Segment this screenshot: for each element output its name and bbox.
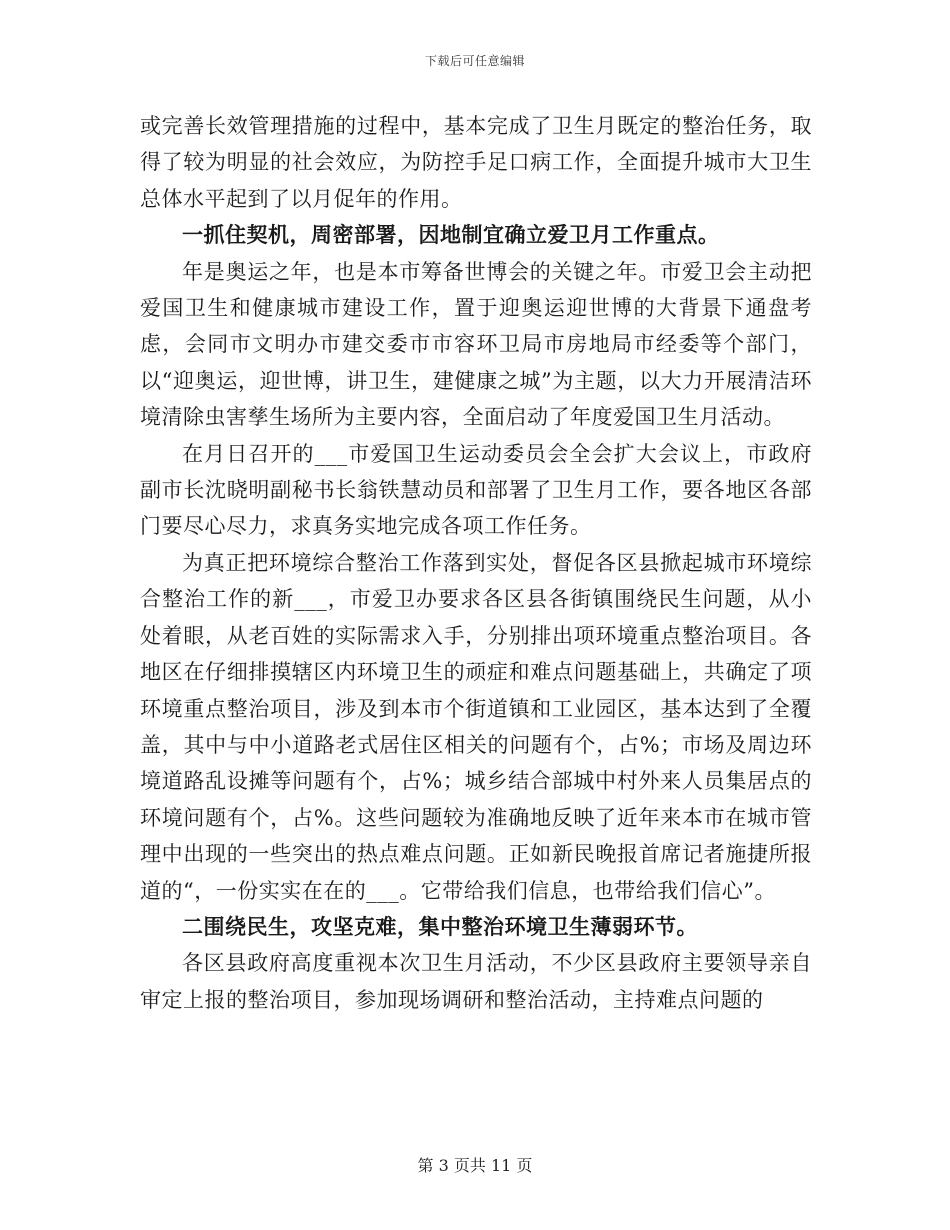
paragraph: 各区县政府高度重视本次卫生月活动，不少区县政府主要领导亲自审定上报的整治项目，参加现场调研和整治活动，主持难点问题的 (140, 951, 812, 1012)
paragraph: 为真正把环境综合整治工作落到实处，督促各区县掀起城市环境综合整治工作的新___，市爱卫办要求各区县各街镇围绕民生问题，从小处着眼，从老百姓的实际需求入手，分别排出项环境重点整治项目。各地区在仔细排摸辖区内环境卫生的顽症和难点问题基础上，共确定了项环境重点整治项目，涉及到本市个街道镇和工业园区，基本达到了全覆盖，其中与中小道路老式居住区相关的问题有个，占%；市场及周边环境道路乱设摊等问题有个，占%；城乡结合部城中村外来人员集居点的环境问题有个，占%。这些问题较为准确地反映了近年来本市在城市管理中出现的一些突出的热点难点问题。正如新民晚报首席记者施捷所报道的“，一份实实在在的___。它带给我们信息，也带给我们信心”。 (140, 550, 812, 903)
paragraph: 年是奥运之年，也是本市筹备世博会的关键之年。市爱卫会主动把爱国卫生和健康城市建设工作，置于迎奥运迎世博的大背景下通盘考虑，会同市文明办市建交委市市容环卫局市房地局市经委等个部门，以“迎奥运，迎世博，讲卫生，建健康之城”为主题，以大力开展清洁环境清除虫害孳生场所为主要内容，全面启动了年度爱国卫生月活动。 (140, 259, 812, 430)
paragraph: 在月日召开的___市爱国卫生运动委员会全会扩大会议上，市政府副市长沈晓明副秘书长翁铁慧动员和部署了卫生月工作，要各地区各部门要尽心尽力，求真务实地完成各项工作任务。 (140, 441, 812, 539)
page-footer: 第 3 页共 11 页 (417, 1156, 533, 1175)
section-heading-2: 二围绕民生，攻坚克难，集中整治环境卫生薄弱环节。 (182, 914, 698, 939)
paragraph-continuation: 或完善长效管理措施的过程中，基本完成了卫生月既定的整治任务，取得了较为明显的社会效应，为防控手足口病工作，全面提升城市大卫生总体水平起到了以月促年的作用。 (140, 114, 812, 211)
section-heading-1: 一抓住契机，周密部署，因地制宜确立爱卫月工作重点。 (182, 223, 720, 248)
document-body (140, 108, 812, 1018)
page-header: 下载后可任意编辑 (424, 54, 525, 68)
